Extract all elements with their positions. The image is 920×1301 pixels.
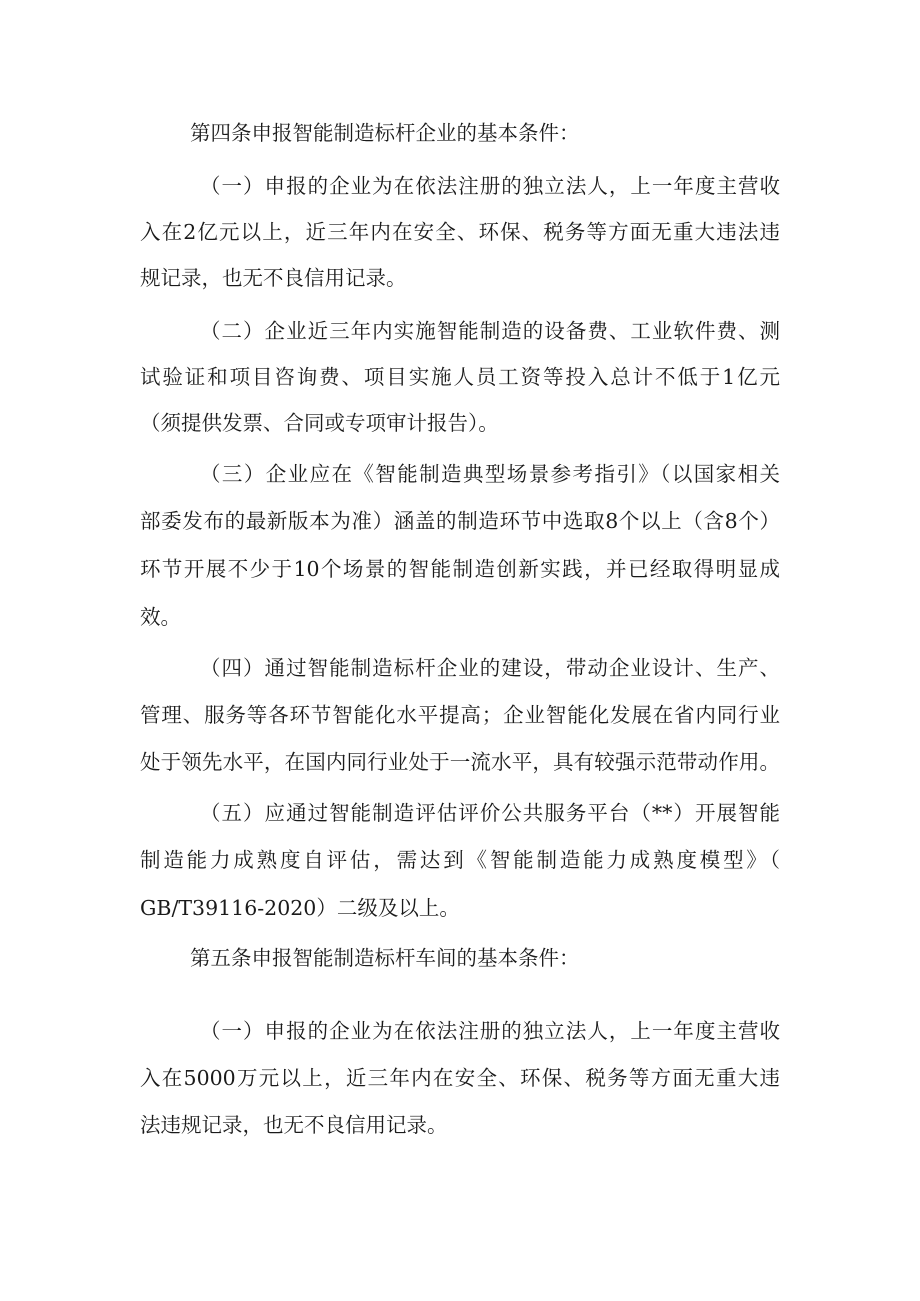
article-4-item-5-line-2: 制造能力成熟度自评估，需达到《智能制造能力成熟度模型》（ [140, 848, 780, 872]
article-4-item-3-line-2: 部委发布的最新版本为准）涵盖的制造环节中选取8个以上（含8个） [140, 509, 780, 533]
article-4-item-4-line-3: 处于领先水平，在国内同行业处于一流水平，具有较强示范带动作用。 [140, 750, 780, 774]
article-4-item-2-line-3: （须提供发票、合同或专项审计报告）。 [140, 411, 499, 435]
article-4-item-5-line-3: GB/T39116-2020）二级及以上。 [140, 896, 460, 920]
article-4-item-2-line-2: 试验证和项目咨询费、项目实施人员工资等投入总计不低于1亿元 [140, 365, 780, 389]
article-5-item-1-line-3: 法违规记录，也无不良信用记录。 [140, 1113, 448, 1137]
article-5-heading: 第五条申报智能制造标杆车间的基本条件： [190, 946, 580, 970]
article-4-item-1-line-2: 入在2亿元以上，近三年内在安全、环保、税务等方面无重大违法违 [140, 220, 780, 244]
article-4-item-1-line-3: 规记录，也无不良信用记录。 [140, 266, 407, 290]
article-5-item-1-line-1: （一）申报的企业为在依法注册的独立法人，上一年度主营收 [200, 1019, 780, 1043]
article-4-item-3-line-4: 效。 [140, 605, 181, 629]
article-4-item-1-line-1: （一）申报的企业为在依法注册的独立法人，上一年度主营收 [200, 174, 780, 198]
article-5-item-1-line-2: 入在5000万元以上，近三年内在安全、环保、税务等方面无重大违 [140, 1066, 780, 1090]
article-4-item-3-line-1: （三）企业应在《智能制造典型场景参考指引》（以国家相关 [200, 462, 780, 486]
article-4-item-3-line-3: 环节开展不少于10个场景的智能制造创新实践，并已经取得明显成 [140, 557, 780, 581]
article-4-item-5-line-1: （五）应通过智能制造评估评价公共服务平台（**）开展智能 [200, 801, 780, 825]
article-4-item-4-line-2: 管理、服务等各环节智能化水平提高；企业智能化发展在省内同行业 [140, 703, 780, 727]
article-4-item-4-line-1: （四）通过智能制造标杆企业的建设，带动企业设计、生产、 [200, 656, 780, 680]
article-4-heading: 第四条申报智能制造标杆企业的基本条件： [190, 121, 580, 145]
article-4-item-2-line-1: （二）企业近三年内实施智能制造的设备费、工业软件费、测 [200, 319, 780, 343]
